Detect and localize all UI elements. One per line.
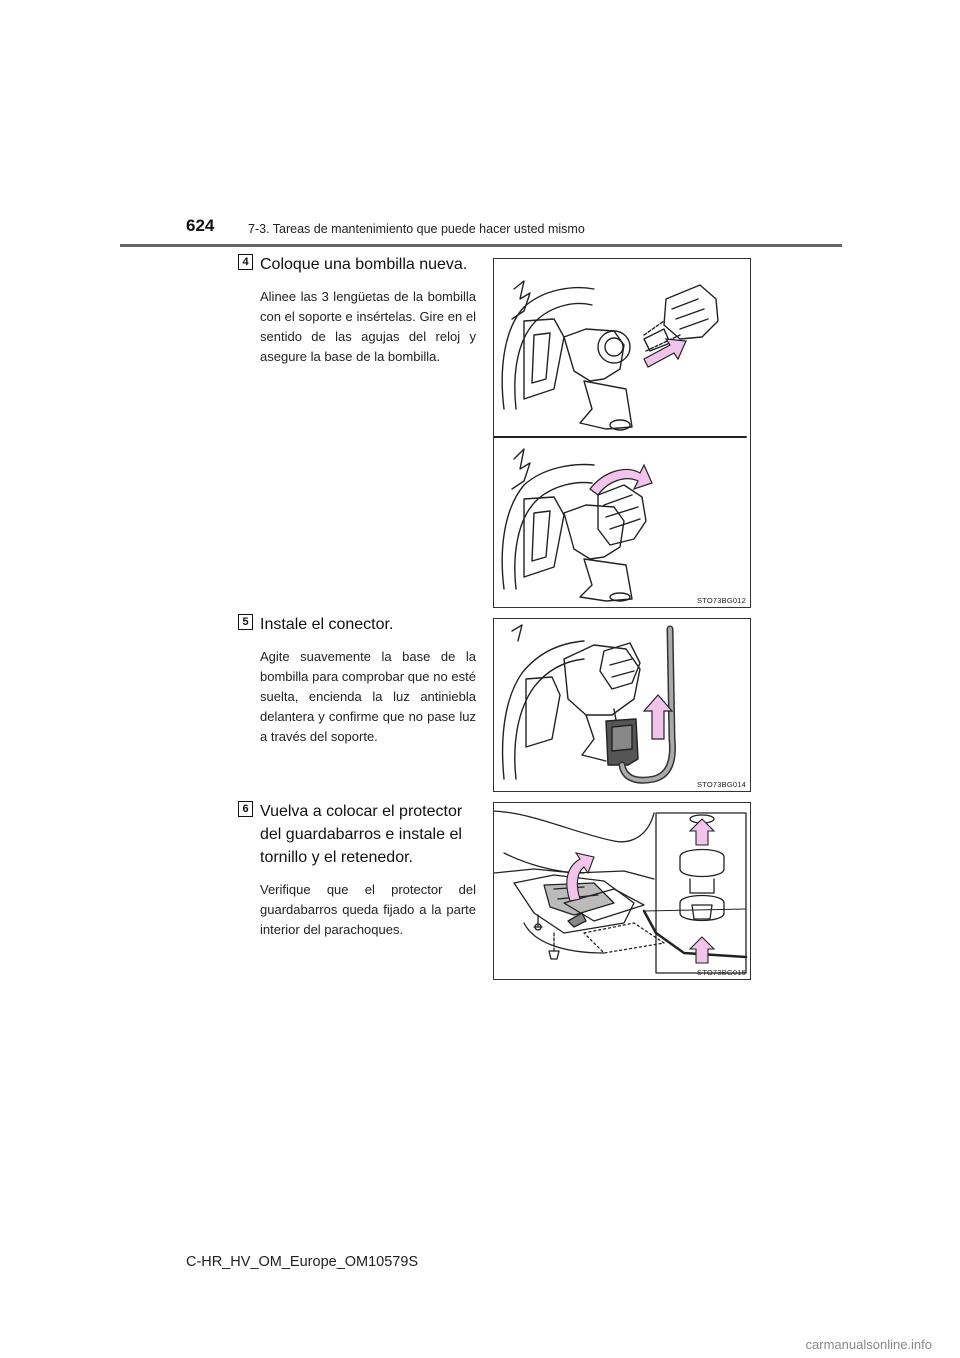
rotate-arrow-icon (590, 465, 652, 495)
retainer-insert-arrow-icon (690, 937, 714, 963)
step-5-heading: Instale el conector. (260, 616, 394, 633)
header-rule (120, 244, 842, 247)
step-5-body: Agite suavemente la base de la bombilla para comprobar que no esté suelta, encienda la luz antiniebla delantera y confirme que no pase luz a través del soporte. (260, 649, 476, 744)
fender-install-illustration (494, 803, 750, 979)
step-4-body: Alinee las 3 lengüetas de la bombilla con el soporte e insértelas. Gire en el sentido de las agujas del reloj y asegure la base de la bombilla. (260, 289, 476, 364)
connector-install-illustration (494, 619, 750, 791)
bulb-install-illustration (494, 259, 750, 607)
step-6-body: Verifique que el protector del guardabarros queda fijado a la parte interior del parachoques. (260, 882, 476, 937)
step-4-heading: Coloque una bombilla nueva. (260, 256, 468, 273)
step-6-heading: Vuelva a colocar el protector del guardabarros e instale el tornillo y el retenedor. (260, 803, 463, 866)
figure-code: STO73BG015 (697, 968, 746, 977)
figure-code: STO73BG014 (697, 780, 746, 789)
step-number-5: 5 (238, 614, 253, 630)
figure-bulb-install (493, 258, 751, 608)
step-number-6: 6 (238, 801, 253, 817)
document-id: C-HR_HV_OM_Europe_OM10579S (186, 1254, 419, 1270)
insert-arrow-icon (644, 339, 686, 367)
figure-connector-install (493, 618, 751, 792)
figure-code: STO73BG012 (697, 596, 746, 605)
figure-fender-install (493, 802, 751, 980)
retainer-remove-arrow-icon (690, 819, 714, 845)
page-number: 624 (186, 216, 215, 235)
watermark: carmanualsonline.info (805, 1337, 932, 1352)
section-title: 7-3. Tareas de mantenimiento que puede hacer usted mismo (248, 222, 585, 236)
push-arrow-icon (644, 695, 672, 739)
step-number-4: 4 (238, 254, 253, 270)
